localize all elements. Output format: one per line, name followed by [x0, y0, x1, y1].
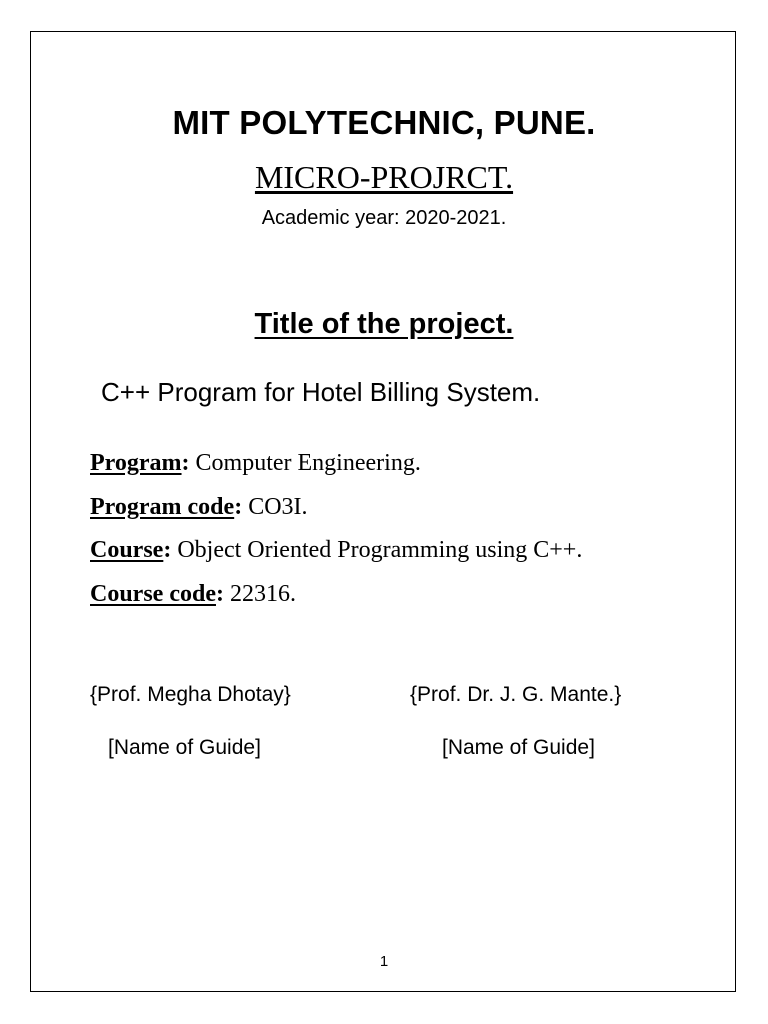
course-label: Course [90, 537, 164, 563]
program-code-value: CO3I. [242, 494, 308, 520]
project-title-heading: Title of the project. [254, 308, 514, 340]
course-code-row: Course code: 22316. [90, 581, 296, 607]
program-row: Program: Computer Engineering. [90, 450, 421, 476]
program-value: Computer Engineering. [189, 450, 421, 476]
guide-1-role: [Name of Guide] [108, 736, 261, 759]
academic-year: Academic year: 2020-2021. [261, 207, 507, 229]
program-label: Program [90, 450, 182, 476]
course-value: Object Oriented Programming using C++. [171, 537, 583, 563]
project-title: C++ Program for Hotel Billing System. [101, 377, 541, 407]
institute-name: MIT POLYTECHNIC, PUNE. [172, 104, 596, 141]
page-number: 1 [379, 953, 389, 970]
course-code-label: Course code [90, 581, 216, 607]
program-code-row: Program code: CO3I. [90, 494, 308, 520]
course-row: Course: Object Oriented Programming using C++. [90, 537, 583, 563]
guide-2-role: [Name of Guide] [442, 736, 595, 759]
program-code-label: Program code [90, 494, 235, 520]
course-code-value: 22316. [223, 581, 296, 607]
guide-2-name: {Prof. Dr. J. G. Mante.} [410, 683, 622, 706]
guide-1-name: {Prof. Megha Dhotay} [90, 683, 291, 706]
document-type: MICRO-PROJRCT. [254, 159, 514, 195]
